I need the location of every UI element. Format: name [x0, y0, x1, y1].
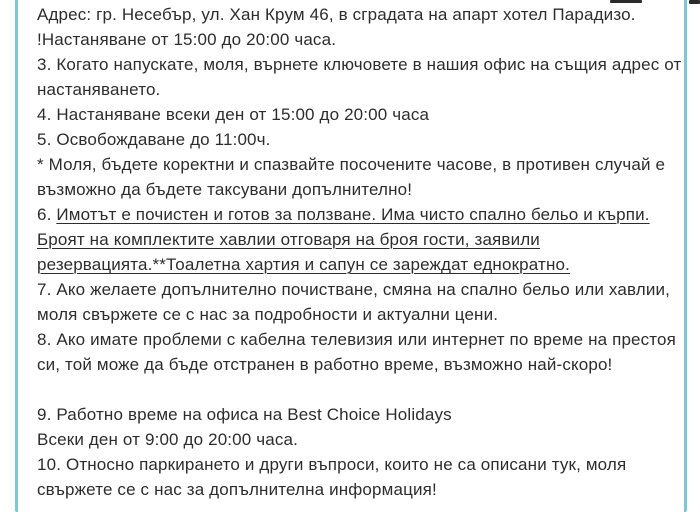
document-body — [37, 2, 682, 502]
text-line — [37, 402, 670, 427]
text-line — [37, 102, 670, 127]
line-text: 7. Ако желаете допълнително почистване, смяна на спално бельо или хавлии, — [37, 280, 671, 299]
text-line — [37, 202, 670, 227]
text-line — [37, 177, 670, 202]
text-line — [37, 127, 670, 152]
line-text: 4. Настаняване всеки ден от 15:00 до 20:00 часа — [37, 105, 430, 124]
line-text: 5. Освобождаване до 11:00ч. — [37, 130, 271, 149]
line-text: Имотът е почистен и готов за ползване. Има чисто спално бельо и кърпи. — [56, 205, 650, 224]
text-line — [37, 452, 670, 477]
text-line — [37, 227, 670, 252]
line-text: свържете се с нас за допълнителна информация! — [37, 480, 437, 499]
line-text: Всеки ден от 9:00 до 20:00 часа. — [37, 430, 298, 449]
line-text: възможно да бъдете таксувани допълнително! — [37, 180, 413, 199]
line-text: * Моля, бъдете коректни и спазвайте посочените часове, в противен случай е — [37, 155, 666, 174]
line-text: си, той може да бъде отстранен в работно време, възможно най-скоро! — [37, 355, 613, 374]
text-line — [37, 352, 670, 377]
text-line — [37, 2, 670, 27]
text-line — [37, 302, 670, 327]
scan-artifact — [689, 0, 700, 4]
text-line — [37, 152, 670, 177]
blank-line — [37, 377, 670, 402]
text-line — [37, 477, 670, 502]
line-text: !Настаняване от 15:00 до 20:00 часа. — [37, 30, 337, 49]
line-text: 3. Когато напускате, моля, върнете ключовете в нашия офис на същия адрес от — [37, 55, 682, 74]
text-line — [37, 327, 677, 352]
line-text: 9. Работно време на офиса на Best Choice Holidays — [37, 405, 452, 424]
text-line — [37, 277, 670, 302]
text-line — [37, 427, 670, 452]
text-line — [37, 27, 670, 52]
line-text: моля свържете се с нас за подробности и актуални цени. — [37, 305, 499, 324]
text-line — [37, 252, 670, 277]
line-text: 8. Ако имате проблеми с кабелна телевизия или интернет по време на престоя — [37, 330, 677, 349]
line-text: Броят на комплектите хавлии отговаря на броя гости, заявили — [37, 230, 540, 249]
line-text: Адрес: гр. Несебър, ул. Хан Крум 46, в сградата на апарт хотел Парадизо. — [37, 5, 636, 24]
line-text: 10. Относно паркирането и други въпроси, които не са описани тук, моля — [37, 455, 627, 474]
text-line — [37, 77, 670, 102]
text-line — [37, 52, 682, 77]
line-prefix: 6. — [37, 205, 57, 224]
line-text: резервацията.**Тоалетна хартия и сапун се зареждат еднократно. — [37, 255, 570, 274]
line-text: настаняването. — [37, 80, 161, 99]
